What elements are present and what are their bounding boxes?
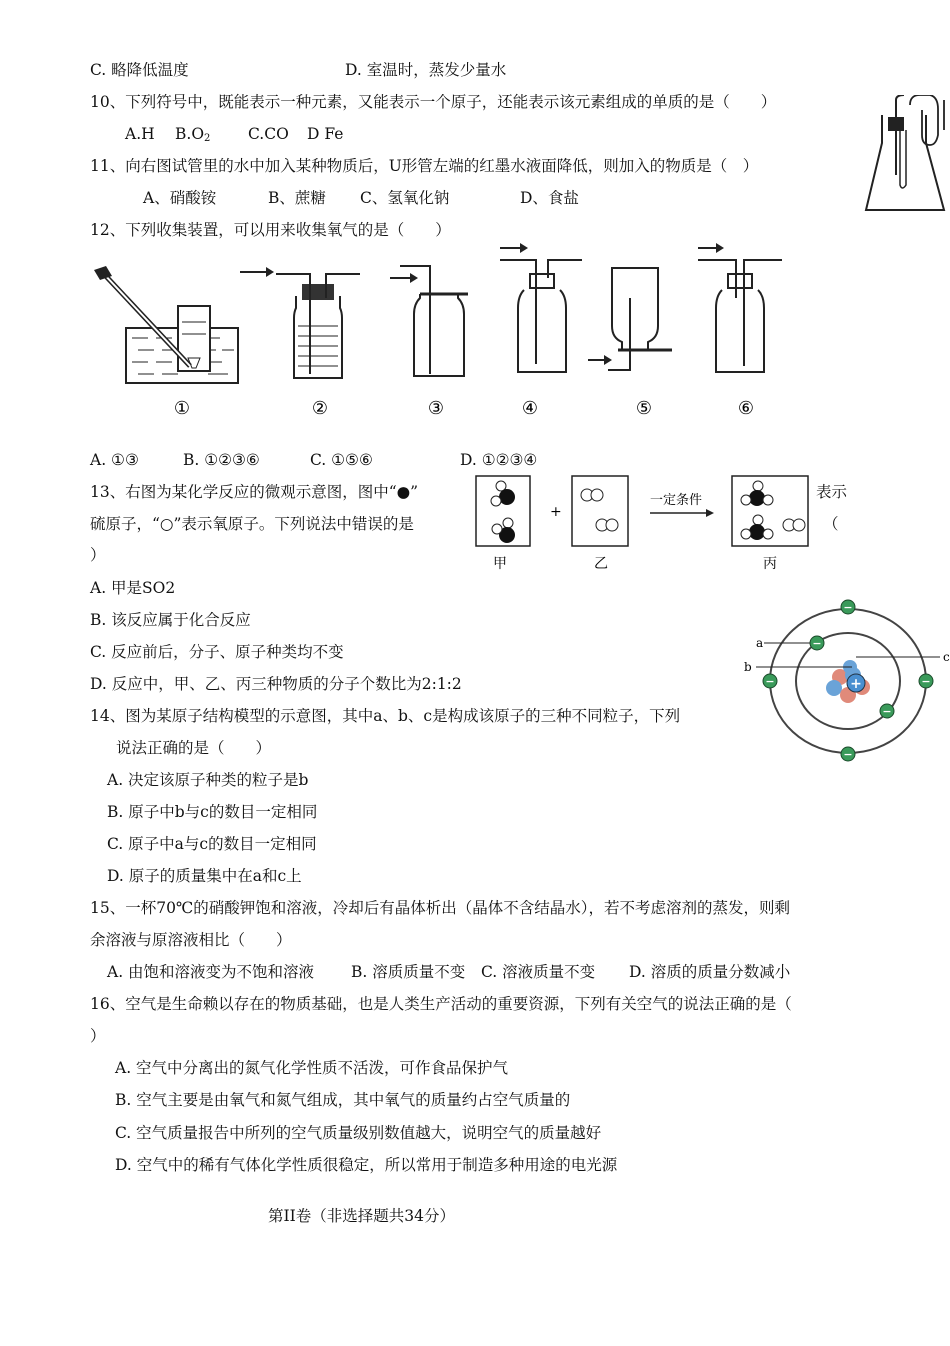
q14-option-a: A. 决定该原子种类的粒子是b <box>107 771 309 789</box>
q10-option-d: D Fe <box>307 125 344 143</box>
reaction-condition: 一定条件 <box>650 493 703 508</box>
apparatus-2 <box>240 267 360 378</box>
label-jia: 甲 <box>493 556 507 572</box>
q14-option-b: B. 原子中b与c的数目一定相同 <box>107 803 318 821</box>
q16-option-b: B. 空气主要是由氧气和氮气组成，其中氧气的质量约占空气质量的 <box>115 1091 571 1109</box>
q11-stem: 11、向右图试管里的水中加入某种物质后，U形管左端的红墨水液面降低，则加入的物质是（ ） <box>90 157 759 175</box>
q13-stem-line1: 13、右图为某化学反应的微观示意图，图中“●” <box>90 483 419 501</box>
apparatus-4 <box>500 243 582 372</box>
label-yi: 乙 <box>594 556 608 572</box>
q13-option-c: C. 反应前后，分子、原子种类均不变 <box>90 643 344 661</box>
q15-option-b: B. 溶质质量不变 <box>351 963 466 981</box>
q11-option-d: D、食盐 <box>520 189 579 207</box>
label-b: b <box>744 660 752 674</box>
q10-option-c: C.CO <box>248 125 289 143</box>
q11-option-b: B、蔗糖 <box>268 189 326 207</box>
svg-text:−: − <box>882 705 892 718</box>
q16-stem-line1: 16、空气是生命赖以存在的物质基础，也是人类生产活动的重要资源，下列有关空气的说法正确的是（ <box>90 995 792 1013</box>
apparatus-label-3: ③ <box>427 398 445 419</box>
q11-option-a: A、硝酸铵 <box>143 189 217 207</box>
q12-stem: 12、下列收集装置，可以用来收集氧气的是（ ） <box>90 221 451 239</box>
svg-text:−: − <box>812 637 822 650</box>
q12-option-a: A. ①③ <box>90 451 139 469</box>
gas-collection-apparatus-figure <box>88 238 788 428</box>
flask-u-tube-figure <box>860 95 950 220</box>
q13-stem-line3: ） <box>90 546 106 564</box>
q16-stem-line2: ） <box>90 1027 106 1045</box>
q12-option-c: C. ①⑤⑥ <box>310 451 373 469</box>
svg-text:−: − <box>765 675 775 688</box>
apparatus-6 <box>698 243 782 372</box>
q12-option-b: B. ①②③⑥ <box>183 451 260 469</box>
apparatus-label-1: ① <box>173 398 191 419</box>
q10-option-a: A.H <box>125 125 155 143</box>
q15-stem-line1: 15、一杯70℃的硝酸钾饱和溶液，冷却后有晶体析出（晶体不含结晶水），若不考虑溶剂的蒸发，则剩 <box>90 899 791 917</box>
section-2-heading: 第II卷（非选择题共34分） <box>268 1207 455 1225</box>
label-a: a <box>756 636 764 650</box>
q13-stem-line2-end: （ <box>823 515 839 533</box>
svg-text:−: − <box>843 748 853 761</box>
apparatus-label-5: ⑤ <box>635 398 653 419</box>
q14-stem-line1: 14、图为某原子结构模型的示意图，其中a、b、c是构成该原子的三种不同粒子，下列 <box>90 707 681 725</box>
q15-option-d: D. 溶质的质量分数减小 <box>629 963 791 981</box>
q16-option-c: C. 空气质量报告中所列的空气质量级别数值越大，说明空气的质量越好 <box>115 1124 602 1142</box>
apparatus-5 <box>588 268 672 370</box>
label-bing: 丙 <box>763 556 777 572</box>
q9-option-d: D. 室温时，蒸发少量水 <box>345 61 507 79</box>
q13-stem-line2: 硫原子，“○”表示氧原子。下列说法中错误的是 <box>90 515 414 533</box>
q14-option-c: C. 原子中a与c的数目一定相同 <box>107 835 317 853</box>
q10-stem: 10、下列符号中，既能表示一种元素，又能表示一个原子，还能表示该元素组成的单质的是（ ） <box>90 93 777 111</box>
q13-option-a: A. 甲是SO2 <box>90 579 176 597</box>
apparatus-label-4: ④ <box>521 398 539 419</box>
plus-sign: + <box>550 504 562 520</box>
so2-molecule-1 <box>491 481 515 506</box>
q14-stem-line2: 说法正确的是（ ） <box>116 739 272 757</box>
q12-option-d: D. ①②③④ <box>460 451 538 469</box>
q16-option-d: D. 空气中的稀有气体化学性质很稳定，所以常用于制造多种用途的电光源 <box>115 1156 618 1174</box>
q15-stem-line2: 余溶液与原溶液相比（ ） <box>90 931 292 949</box>
so2-molecule-2 <box>492 518 515 543</box>
q16-option-a: A. 空气中分离出的氮气化学性质不活泼，可作食品保护气 <box>115 1059 509 1077</box>
apparatus-label-6: ⑥ <box>737 398 755 419</box>
reaction-diagram <box>470 470 810 576</box>
svg-text:−: − <box>843 601 853 614</box>
atom-model-figure <box>740 595 950 770</box>
apparatus-1 <box>94 266 238 383</box>
q13-option-d: D. 反应中，甲、乙、丙三种物质的分子个数比为2:1:2 <box>90 675 462 693</box>
q10-option-b: $B.O_2$ <box>175 125 211 144</box>
q11-option-c: C、氢氧化钠 <box>360 189 450 207</box>
svg-text:+: + <box>850 676 862 692</box>
q9-option-c: C. 略降低温度 <box>90 61 189 79</box>
label-c: c <box>943 650 950 664</box>
svg-text:−: − <box>921 675 931 688</box>
apparatus-label-2: ② <box>311 398 329 419</box>
apparatus-3 <box>390 266 468 376</box>
q13-stem-line1-end: 表示 <box>816 483 848 501</box>
q15-option-c: C. 溶液质量不变 <box>481 963 596 981</box>
q13-option-b: B. 该反应属于化合反应 <box>90 611 251 629</box>
q15-option-a: A. 由饱和溶液变为不饱和溶液 <box>107 963 315 981</box>
q14-option-d: D. 原子的质量集中在a和c上 <box>107 867 302 885</box>
